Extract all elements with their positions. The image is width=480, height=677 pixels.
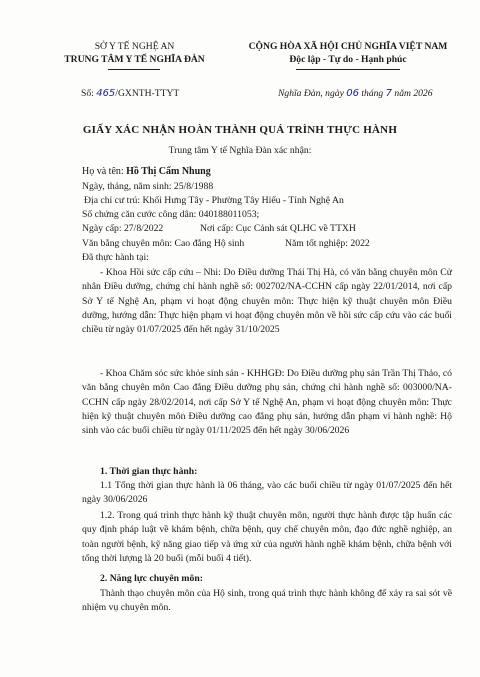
practiced-at-label: Đã thực hành tại: — [82, 252, 149, 263]
id-number-line: Số chứng căn cước công dân: 040188011053; — [82, 209, 260, 220]
document-title: GIẤY XÁC NHẬN HOÀN THÀNH QUÁ TRÌNH THỰC HÀNH — [82, 124, 398, 136]
center-name: TRUNG TÂM Y TẾ NGHĨA ĐÀN — [64, 54, 205, 65]
graduation-year: Năm tốt nghiệp: 2022 — [285, 238, 370, 249]
national-motto: Độc lập - Tự do - Hạnh phúc — [289, 54, 407, 65]
intro-line: Trung tâm Y tế Nghĩa Đàn xác nhận: — [168, 145, 312, 156]
issue-place-field: Nơi cấp: Cục Cảnh sát QLHC về TTXH — [200, 223, 356, 234]
degree-line: Văn bằng chuyên môn: Cao đẳng Hộ sinh — [82, 238, 245, 249]
section-1-heading: 1. Thời gian thực hành: — [100, 466, 198, 477]
document-number-prefix: Số: — [81, 88, 97, 99]
practice-dept-emergency — [82, 266, 452, 337]
issue-date-line — [278, 88, 433, 99]
section-2-1-text: Thành thạo chuyên môn của Hộ sinh, trong quá trình thực hành không để xảy ra sai sót về nhiệm vụ chuyên môn. — [82, 588, 452, 614]
document-number — [81, 88, 179, 99]
left-header-underline — [108, 69, 160, 70]
name-label: Họ và tên: — [82, 166, 127, 177]
date-month: 7 — [385, 88, 392, 99]
ministry-name: SỞ Y TẾ NGHỆ AN — [94, 41, 175, 52]
date-suffix: năm 2026 — [392, 88, 433, 99]
practice-dept-reproductive — [82, 367, 452, 438]
dob-line: Ngày, tháng, năm sinh: 25/8/1988 — [82, 181, 214, 192]
right-header-underline — [296, 69, 400, 70]
section-1-1 — [82, 479, 452, 508]
republic-name: CỘNG HÒA XÃ HỘI CHỦ NGHĨA VIỆT NAM — [248, 41, 448, 52]
section-2-1 — [82, 587, 452, 616]
date-prefix: Nghĩa Đàn, ngày — [278, 88, 347, 99]
paragraph-emergency-text: - Khoa Hồi sức cấp cứu – Nhi: Do Điều dưỡng Thái Thị Hà, có văn bằng chuyên môn Cử nhân Điều dưỡng, chứng chỉ hành nghề số: 002702/NA-CCHN cấp ngày 22/01/2014, nơi cấp Sở Y tế Nghệ An, phạm vi hoạt động chuyên môn: Thực hiện kỹ thuật chuyên môn Điều dưỡng, hướng dẫn: Thực hiện phạm vi hoạt động chuyên môn về hồi sức cấp cứu vào các buổi chiều từ ngày 01/07/2025 đến hết ngày 31/10/2025 — [82, 267, 452, 336]
name-line — [82, 165, 211, 178]
section-1-1-text: 1.1 Tổng thời gian thực hành là 06 tháng, vào các buổi chiều từ ngày 01/07/2025 đến hết ngày 30/06/2026 — [82, 480, 452, 506]
section-1-2 — [82, 509, 452, 566]
date-day: 06 — [346, 88, 359, 99]
section-1-2-text: 1.2. Trong quá trình thực hành kỹ thuật chuyên môn, người thực hành được tập huấn các quy định pháp luật về khám bệnh, chữa bệnh, quy chế chuyên môn, đạo đức nghề nghiệp, an toàn người bệnh, kỹ năng giao tiếp và ứng xử của người hành nghề khám bệnh, chữa bệnh với tổng thời lượng là 20 buổi (mỗi buổi 4 tiết). — [82, 510, 452, 564]
address-line: Địa chỉ cư trú: Khối Hưng Tây - Phường Tây Hiếu - Tỉnh Nghệ An — [84, 195, 344, 206]
document-number-suffix: /GXNTH-TTYT — [115, 88, 180, 99]
section-2-heading: 2. Năng lực chuyên môn: — [100, 573, 203, 584]
name-value: Hồ Thị Cẩm Nhung — [126, 166, 211, 177]
document-number-value: 465 — [96, 88, 116, 99]
paragraph-reproductive-text: - Khoa Chăm sóc sức khỏe sinh sản - KHHGĐ: Do Điều dưỡng phụ sản Trần Thị Thảo, có văn bằng chuyên môn Cao đẳng Điều dưỡng phụ sản, chứng chỉ hành nghề số: 003000/NA-CCHN cấp ngày 28/02/2014, nơi cấp Sở Y tế Nghệ An, phạm vi hoạt động chuyên môn: Thực hiện kỹ thuật chuyên môn Điều dưỡng cao đẳng phụ sản, hướng dẫn phạm vi hành nghề: Hộ sinh vào các buổi chiều từ ngày 01/11/2025 đến hết ngày 30/06/2026 — [82, 368, 452, 437]
issue-date-field: Ngày cấp: 27/8/2022 — [82, 223, 164, 234]
date-mid: tháng — [358, 88, 386, 99]
